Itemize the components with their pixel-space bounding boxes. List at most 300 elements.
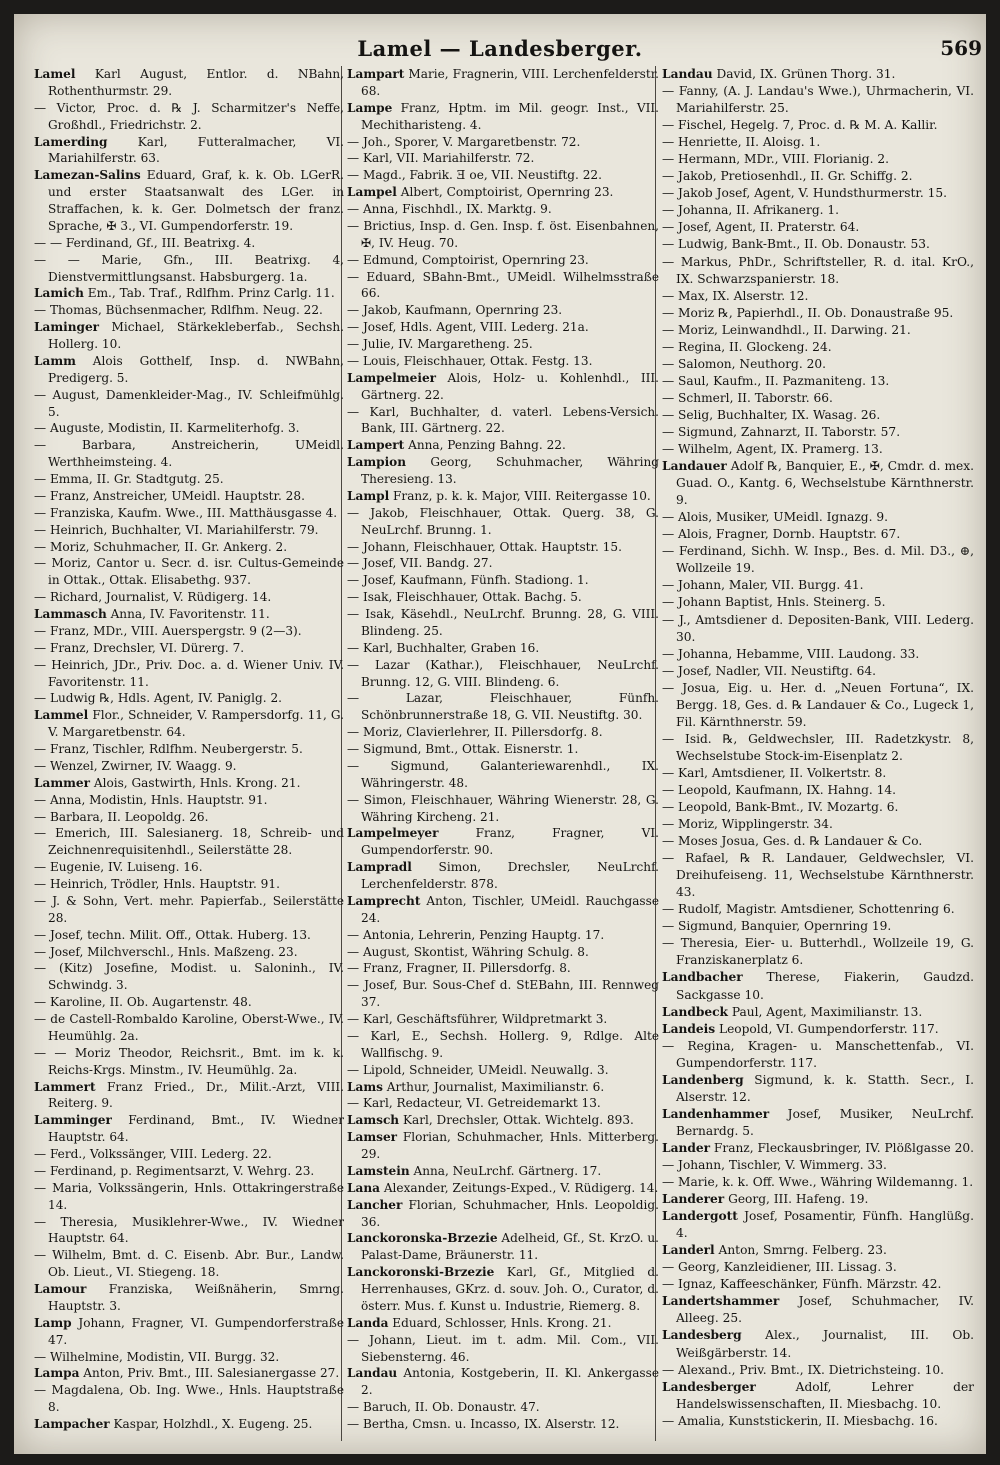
directory-entry bbox=[34, 1365, 344, 1382]
directory-entry bbox=[347, 302, 659, 319]
directory-entry bbox=[34, 353, 344, 387]
directory-entry bbox=[34, 1163, 344, 1180]
directory-entry bbox=[347, 572, 659, 589]
directory-entry bbox=[347, 353, 659, 370]
entry-details: — Moriz ℞, Papierhdl., II. Ob. Donaustraße 95. bbox=[662, 305, 954, 320]
directory-entry bbox=[347, 437, 659, 454]
directory-entry bbox=[34, 387, 344, 421]
directory-entry bbox=[34, 285, 344, 302]
entry-details: — Josef, Bur. Sous-Chef d. StEBahn, III. Rennweg 37. bbox=[347, 978, 659, 1010]
directory-entry bbox=[34, 488, 344, 505]
directory-entry bbox=[347, 488, 659, 505]
directory-entry bbox=[34, 522, 344, 539]
entry-details: — — Marie, Gfn., III. Beatrixg. 4, Dienstvermittlungsanst. Habsburgerg. 1a. bbox=[34, 252, 344, 284]
entry-details: — Lazar, Fleischhauer, Fünfh. Schönbrunnerstraße 18, G. VII. Neustiftg. 30. bbox=[347, 691, 659, 723]
directory-entry bbox=[347, 1332, 659, 1366]
entry-details: Antonia, Kostgeberin, II. Kl. Ankergasse 2. bbox=[361, 1366, 659, 1398]
entry-details: — de Castell-Rombaldo Karoline, Oberst-Wwe., IV. Heumühlg. 2a. bbox=[34, 1012, 344, 1043]
directory-entry bbox=[662, 305, 974, 322]
directory-entry bbox=[34, 235, 344, 252]
entry-details: — Karl, VII. Mariahilferstr. 72. bbox=[347, 151, 535, 166]
directory-entry bbox=[347, 606, 659, 640]
entry-surname: Lampelmeyer bbox=[347, 826, 439, 841]
directory-entry bbox=[347, 555, 659, 572]
directory-entry bbox=[662, 254, 974, 288]
directory-entry bbox=[34, 960, 344, 994]
entry-details: — Theresia, Musiklehrer-Wwe., IV. Wiedner Hauptstr. 64. bbox=[34, 1214, 344, 1246]
directory-entry bbox=[347, 505, 659, 539]
directory-entry bbox=[34, 252, 344, 286]
entry-details: — Wilhelm, Bmt. d. C. Eisenb. Abr. Bur., Landw. Ob. Lieut., VI. Stiegeng. 18. bbox=[34, 1248, 344, 1280]
entry-details: Sigmund, k. k. Statth. Secr., I. Alserstr. 12. bbox=[676, 1072, 974, 1104]
entry-details: Adelheid, Gf., St. KrzO. u. Palast-Dame, Bräunerstr. 11. bbox=[361, 1231, 659, 1263]
directory-entry bbox=[662, 543, 974, 577]
entry-details: — Johann, Fleischhauer, Ottak. Hauptstr. 15. bbox=[347, 539, 622, 554]
directory-entry bbox=[662, 288, 974, 305]
entry-details: — Karl, Redacteur, VI. Getreidemarkt 13. bbox=[347, 1096, 601, 1111]
entry-details: — Marie, k. k. Off. Wwe., Währing Wildemanng. 1. bbox=[662, 1175, 974, 1190]
directory-entry bbox=[347, 825, 659, 859]
directory-entry bbox=[347, 201, 659, 218]
entry-details: Eduard, Schlosser, Hnls. Krong. 21. bbox=[388, 1315, 612, 1330]
directory-entry bbox=[347, 319, 659, 336]
directory-entry bbox=[662, 1021, 974, 1038]
directory-entry bbox=[347, 1095, 659, 1112]
directory-entry bbox=[347, 336, 659, 353]
entry-details: Franziska, Weißnäherin, Smrng. Hauptstr. 3. bbox=[48, 1282, 344, 1313]
entry-details: — Magdalena, Ob. Ing. Wwe., Hnls. Hauptstraße 8. bbox=[34, 1383, 344, 1415]
directory-entry bbox=[347, 1163, 659, 1180]
entry-details: — Heinrich, JDr., Priv. Doc. a. d. Wiener Univ. IV. Favoritenstr. 11. bbox=[34, 657, 344, 689]
directory-entry bbox=[347, 134, 659, 151]
entry-details: — Magd., Fabrik. Ǝ oe, VII. Neustiftg. 22. bbox=[347, 168, 602, 183]
entry-details: — Amalia, Kunststickerin, II. Miesbachg. 16. bbox=[662, 1413, 938, 1428]
directory-entry bbox=[662, 901, 974, 918]
directory-entry bbox=[662, 816, 974, 833]
entry-details: — Jakob, Kaufmann, Opernring 23. bbox=[347, 303, 563, 318]
directory-entry bbox=[34, 100, 344, 134]
entry-details: — Franz, Anstreicher, UMeidl. Hauptstr. 28. bbox=[34, 488, 305, 503]
directory-entry bbox=[34, 1079, 344, 1113]
directory-entry bbox=[347, 252, 659, 269]
directory-entry bbox=[347, 1011, 659, 1028]
entry-details: — Moriz, Leinwandhdl., II. Darwing. 21. bbox=[662, 322, 911, 337]
directory-entry bbox=[347, 218, 659, 252]
entry-details: — Hermann, MDr., VIII. Florianig. 2. bbox=[662, 152, 889, 167]
entry-details: — Jakob, Fleischhauer, Ottak. Querg. 38, G. NeuLrchf. Brunng. 1. bbox=[347, 505, 659, 537]
entry-details: Leopold, VI. Gumpendorferstr. 117. bbox=[715, 1021, 939, 1036]
entry-details: Josef, Musiker, NeuLrchf. Bernardg. 5. bbox=[676, 1106, 974, 1138]
entry-details: — Sigmund, Zahnarzt, II. Taborstr. 57. bbox=[662, 424, 901, 439]
directory-entry bbox=[34, 1382, 344, 1416]
directory-entry bbox=[347, 859, 659, 893]
entry-details: — Franz, MDr., VIII. Auerspergstr. 9 (2—3). bbox=[34, 623, 302, 638]
directory-entry bbox=[34, 1112, 344, 1146]
directory-entry bbox=[34, 167, 344, 235]
directory-entry bbox=[347, 1365, 659, 1399]
directory-entry bbox=[34, 809, 344, 826]
entry-details: Alois Gotthelf, Insp. d. NWBahn, Predigerg. 5. bbox=[48, 353, 344, 385]
entry-details: Franz, p. k. k. Major, VIII. Reitergasse 10. bbox=[389, 488, 651, 503]
entry-surname: Landertshammer bbox=[662, 1294, 780, 1309]
directory-entry bbox=[662, 509, 974, 526]
directory-entry bbox=[34, 927, 344, 944]
entry-surname: Lampe bbox=[347, 100, 393, 115]
directory-entry bbox=[34, 758, 344, 775]
entry-details: — Ferdinand, p. Regimentsarzt, V. Wehrg. 23. bbox=[34, 1163, 315, 1178]
entry-details: — Sigmund, Galanteriewarenhdl., IX. Währingerstr. 48. bbox=[347, 758, 659, 790]
entry-details: — J. & Sohn, Vert. mehr. Papierfab., Seilerstätte 28. bbox=[34, 893, 344, 925]
entry-details: — Karl, Buchhalter, d. vaterl. Lebens-Versich. Bank, III. Gärtnerg. 22. bbox=[347, 404, 659, 436]
entry-details: Anton, Tischler, UMeidl. Rauchgasse 24. bbox=[361, 893, 659, 925]
directory-entry bbox=[662, 1362, 974, 1379]
directory-entry bbox=[34, 707, 344, 741]
directory-entry bbox=[662, 219, 974, 236]
entry-surname: Lamstein bbox=[347, 1163, 410, 1178]
directory-entry bbox=[347, 1197, 659, 1231]
directory-entry bbox=[34, 741, 344, 758]
entry-details: — — Moriz Theodor, Reichsrit., Bmt. im k. k. Reichs-Krgs. Minstm., IV. Heumühlg. 2a. bbox=[34, 1045, 344, 1077]
entry-details: Josef, Schuhmacher, IV. Alleeg. 25. bbox=[676, 1294, 974, 1326]
entry-details: Albert, Comptoirist, Opernring 23. bbox=[396, 185, 614, 200]
entry-details: — Jakob, Pretiosenhdl., II. Gr. Schiffg. 2. bbox=[662, 169, 913, 184]
entry-surname: Landenhammer bbox=[662, 1106, 770, 1121]
entry-details: Alexander, Zeitungs-Exped., V. Rüdigerg. 14. bbox=[379, 1180, 659, 1195]
entry-details: — Richard, Journalist, V. Rüdigerg. 14. bbox=[34, 590, 272, 605]
directory-entry bbox=[347, 977, 659, 1011]
directory-entry bbox=[662, 594, 974, 611]
entry-details: — Sigmund, Banquier, Opernring 19. bbox=[662, 919, 892, 934]
entry-details: — Franz, Drechsler, VI. Dürerg. 7. bbox=[34, 640, 245, 655]
entry-surname: Landbeck bbox=[662, 1004, 728, 1019]
entry-details: — Johann, Maler, VII. Burgg. 41. bbox=[662, 578, 864, 593]
column-1 bbox=[34, 66, 344, 1433]
directory-entry bbox=[34, 893, 344, 927]
entry-details: — Josef, VII. Bandg. 27. bbox=[347, 556, 493, 571]
entry-details: — Wilhelmine, Modistin, VII. Burgg. 32. bbox=[34, 1349, 280, 1364]
directory-entry bbox=[662, 66, 974, 83]
directory-entry bbox=[34, 1146, 344, 1163]
entry-surname: Lammer bbox=[34, 775, 90, 790]
directory-entry bbox=[662, 799, 974, 816]
directory-entry bbox=[34, 690, 344, 707]
entry-details: — — Ferdinand, Gf., III. Beatrixg. 4. bbox=[34, 235, 256, 250]
entry-details: — Wilhelm, Agent, IX. Pramerg. 13. bbox=[662, 442, 883, 457]
entry-details: — Franz, Fragner, II. Pillersdorfg. 8. bbox=[347, 961, 571, 976]
entry-details: — Anna, Modistin, Hnls. Hauptstr. 91. bbox=[34, 792, 268, 807]
directory-entry bbox=[34, 589, 344, 606]
directory-entry bbox=[347, 944, 659, 961]
entry-details: — Baruch, II. Ob. Donaustr. 47. bbox=[347, 1400, 540, 1415]
directory-entry bbox=[662, 185, 974, 202]
directory-entry bbox=[34, 319, 344, 353]
entry-details: — Schmerl, II. Taborstr. 66. bbox=[662, 390, 833, 405]
entry-surname: Laminger bbox=[34, 320, 100, 335]
entry-details: — Wenzel, Zwirner, IV. Waagg. 9. bbox=[34, 758, 237, 773]
directory-entry bbox=[662, 850, 974, 901]
directory-entry bbox=[662, 236, 974, 253]
entry-details: — Karl, E., Sechsh. Hollerg. 9, Rdlge. Alte Wallfischg. 9. bbox=[347, 1028, 659, 1060]
entry-details: Paul, Agent, Maximilianstr. 13. bbox=[728, 1004, 923, 1019]
directory-entry bbox=[662, 526, 974, 543]
entry-details: Adolf, Lehrer der Handelswissenschaften, II. Miesbachg. 10. bbox=[676, 1379, 974, 1411]
entry-details: — Alois, Musiker, UMeidl. Ignazg. 9. bbox=[662, 510, 888, 525]
directory-entry bbox=[347, 1416, 659, 1433]
entry-details: — Markus, PhDr., Schriftsteller, R. d. ital. KrO., IX. Schwarzspanierstr. 18. bbox=[662, 254, 974, 286]
entry-details: — Joh., Sporer, V. Margaretbenstr. 72. bbox=[347, 134, 581, 149]
entry-details: — Alexand., Priv. Bmt., IX. Dietrichsteing. 10. bbox=[662, 1362, 944, 1377]
directory-entry bbox=[662, 1072, 974, 1106]
entry-surname: Lanckoronski-Brzezie bbox=[347, 1265, 495, 1280]
entry-details: — Josua, Eig. u. Her. d. „Neuen Fortuna“, IX. Bergg. 18, Ges. d. ℞ Landauer & Co., Lugeck 1, Fil. Kärnthnerstr. 59. bbox=[662, 680, 974, 729]
entry-details: — Selig, Buchhalter, IX. Wasag. 26. bbox=[662, 407, 881, 422]
entry-surname: Lams bbox=[347, 1079, 383, 1094]
entry-details: — Franz, Tischler, Rdlfhm. Neubergerstr. 5. bbox=[34, 742, 303, 756]
directory-entry bbox=[662, 424, 974, 441]
entry-details: — August, Damenkleider-Mag., IV. Schleifmühlg. 5. bbox=[34, 387, 344, 419]
directory-entry bbox=[347, 690, 659, 724]
entry-details: — Ferdinand, Sichh. W. Insp., Bes. d. Mil. D3., ⊕, Wollzeile 19. bbox=[662, 544, 974, 576]
entry-surname: Landa bbox=[347, 1315, 389, 1330]
directory-entry bbox=[34, 792, 344, 809]
directory-entry bbox=[347, 269, 659, 303]
directory-entry bbox=[662, 765, 974, 782]
entry-details: David, IX. Grünen Thorg. 31. bbox=[712, 67, 896, 81]
directory-entry bbox=[662, 117, 974, 134]
directory-entry bbox=[34, 1281, 344, 1315]
directory-entry bbox=[662, 577, 974, 594]
directory-entry bbox=[347, 1062, 659, 1079]
entry-details: Therese, Fiakerin, Gaudzd. Sackgasse 10. bbox=[676, 970, 974, 1002]
directory-entry bbox=[662, 646, 974, 663]
entry-surname: Lammasch bbox=[34, 607, 107, 621]
entry-details: — Johann, Tischler, V. Wimmerg. 33. bbox=[662, 1158, 887, 1172]
entry-details: — August, Skontist, Währing Schulg. 8. bbox=[347, 944, 589, 959]
directory-page bbox=[14, 14, 986, 1454]
directory-entry bbox=[662, 390, 974, 407]
entry-details: — Maria, Volkssängerin, Hnls. Ottakringerstraße 14. bbox=[34, 1180, 344, 1212]
entry-surname: Lampacher bbox=[34, 1417, 110, 1431]
directory-entry bbox=[662, 680, 974, 731]
directory-entry bbox=[347, 589, 659, 606]
entry-surname: Lamm bbox=[34, 353, 76, 368]
directory-entry bbox=[34, 420, 344, 437]
entry-surname: Lancher bbox=[347, 1197, 403, 1212]
directory-entry bbox=[662, 935, 974, 969]
entry-details: — Karl, Buchhalter, Graben 16. bbox=[347, 640, 540, 655]
entry-details: — Josef, Agent, II. Praterstr. 64. bbox=[662, 220, 860, 235]
directory-entry bbox=[34, 775, 344, 792]
entry-details: — Sigmund, Bmt., Ottak. Eisnerstr. 1. bbox=[347, 742, 579, 756]
directory-entry bbox=[662, 1276, 974, 1293]
directory-entry bbox=[662, 373, 974, 390]
entry-surname: Lammert bbox=[34, 1079, 96, 1094]
entry-details: — Thomas, Büchsenmacher, Rdlfhm. Neug. 22. bbox=[34, 303, 323, 318]
entry-details: — Johanna, II. Afrikanerg. 1. bbox=[662, 203, 840, 218]
entry-details: Franz Fried., Dr., Milit.-Arzt, VIII. Reiterg. 9. bbox=[48, 1079, 344, 1111]
directory-entry bbox=[662, 731, 974, 765]
entry-details: — Josef, Nadler, VII. Neustiftg. 64. bbox=[662, 663, 876, 678]
entry-details: Flor., Schneider, V. Rampersdorfg. 11, G. V. Margaretbenstr. 64. bbox=[48, 708, 344, 740]
entry-surname: Lana bbox=[347, 1180, 380, 1195]
directory-entry bbox=[34, 471, 344, 488]
directory-entry bbox=[34, 657, 344, 691]
directory-entry bbox=[347, 893, 659, 927]
entry-details: Alois, Gastwirth, Hnls. Krong. 21. bbox=[90, 775, 301, 790]
entry-surname: Landauer bbox=[662, 459, 727, 474]
directory-entry bbox=[34, 1416, 344, 1433]
directory-entry bbox=[347, 1028, 659, 1062]
directory-entry bbox=[347, 1180, 659, 1197]
directory-entry bbox=[347, 1079, 659, 1096]
entry-surname: Lamerding bbox=[34, 134, 108, 149]
entry-details: Anna, Penzing Bahng. 22. bbox=[404, 438, 566, 453]
entry-surname: Landesberger bbox=[662, 1379, 756, 1394]
entry-surname: Landergott bbox=[662, 1209, 738, 1224]
directory-entry bbox=[662, 1293, 974, 1327]
entry-surname: Landesberg bbox=[662, 1328, 742, 1343]
directory-entry bbox=[34, 555, 344, 589]
entry-details: Adolf ℞, Banquier, E., ✠, Cmdr. d. mex. Guad. O., Kantg. 6, Wechselstube Kärnthnerstr. 9. bbox=[676, 459, 974, 508]
entry-details: — Salomon, Neuthorg. 20. bbox=[662, 356, 826, 371]
entry-details: — Ludwig, Bank-Bmt., II. Ob. Donaustr. 53. bbox=[662, 237, 930, 252]
entry-surname: Lander bbox=[662, 1140, 711, 1155]
directory-entry bbox=[34, 1011, 344, 1045]
entry-details: — Johann Baptist, Hnls. Steinerg. 5. bbox=[662, 595, 886, 610]
directory-entry bbox=[347, 454, 659, 488]
entry-details: Anton, Priv. Bmt., III. Salesianergasse 27. bbox=[79, 1366, 340, 1381]
entry-surname: Lamprecht bbox=[347, 893, 421, 908]
directory-entry bbox=[347, 741, 659, 758]
entry-details: — Josef, Hdls. Agent, VIII. Lederg. 21a. bbox=[347, 320, 589, 335]
entry-details: Josef, Posamentir, Fünfh. Hanglüßg. 4. bbox=[676, 1209, 974, 1241]
entry-details: — Isak, Käsehdl., NeuLrchf. Brunng. 28, G. VIII. Blindeng. 25. bbox=[347, 607, 659, 638]
entry-details: Simon, Drechsler, NeuLrchf. Lerchenfelderstr. 878. bbox=[361, 860, 659, 891]
entry-surname: Landbacher bbox=[662, 970, 743, 985]
directory-entry bbox=[34, 859, 344, 876]
entry-details: Michael, Stärkekleberfab., Sechsh. Hollerg. 10. bbox=[48, 320, 344, 351]
directory-entry bbox=[34, 134, 344, 168]
directory-entry bbox=[347, 66, 659, 100]
entry-details: — Brictius, Insp. d. Gen. Insp. f. öst. Eisenbahnen, ✠, IV. Heug. 70. bbox=[347, 218, 659, 250]
entry-details: — Karl, Geschäftsführer, Wildpretmarkt 3. bbox=[347, 1012, 608, 1026]
entry-details: — J., Amtsdiener d. Depositen-Bank, VIII. Lederg. 30. bbox=[662, 612, 974, 644]
directory-entry bbox=[662, 407, 974, 424]
directory-entry bbox=[347, 927, 659, 944]
entry-details: Franz, Fleckausbringer, IV. Plößlgasse 20. bbox=[710, 1140, 974, 1155]
directory-entry bbox=[662, 83, 974, 117]
entry-details: — Moses Josua, Ges. d. ℞ Landauer & Co. bbox=[662, 834, 923, 849]
directory-entry bbox=[347, 1129, 659, 1163]
directory-entry bbox=[34, 1315, 344, 1349]
entry-details: Alois, Holz- u. Kohlenhdl., III. Gärtnerg. 22. bbox=[361, 370, 659, 402]
directory-entry bbox=[34, 1349, 344, 1366]
entry-details: — Regina, Kragen- u. Manschettenfab., VI. Gumpendorferstr. 117. bbox=[662, 1038, 974, 1070]
directory-entry bbox=[34, 1180, 344, 1214]
entry-details: — Louis, Fleischhauer, Ottak. Festg. 13. bbox=[347, 353, 593, 368]
entry-details: — Josef, Milchverschl., Hnls. Maßzeng. 23. bbox=[34, 944, 298, 959]
entry-details: — Alois, Fragner, Dornb. Hauptstr. 67. bbox=[662, 527, 901, 542]
entry-details: — Saul, Kaufm., II. Pazmaniteng. 13. bbox=[662, 373, 890, 388]
directory-entry bbox=[34, 1214, 344, 1248]
entry-details: — Rudolf, Magistr. Amtsdiener, Schottenring 6. bbox=[662, 902, 955, 917]
entry-details: — Auguste, Modistin, II. Karmeliterhofg. 3. bbox=[34, 421, 300, 436]
directory-entry bbox=[662, 134, 974, 151]
directory-entry bbox=[347, 657, 659, 691]
entry-details: Karl, Drechsler, Ottak. Wichtelg. 893. bbox=[399, 1113, 634, 1128]
directory-entry bbox=[662, 663, 974, 680]
directory-entry bbox=[662, 1379, 974, 1413]
entry-details: — Fischel, Hegelg. 7, Proc. d. ℞ M. A. Kallir. bbox=[662, 118, 938, 133]
entry-details: Ferdinand, Bmt., IV. Wiedner Hauptstr. 64. bbox=[48, 1113, 344, 1145]
entry-details: — Heinrich, Trödler, Hnls. Hauptstr. 91. bbox=[34, 877, 280, 891]
directory-entry bbox=[347, 640, 659, 657]
entry-details: — Leopold, Bank-Bmt., IV. Mozartg. 6. bbox=[662, 800, 899, 815]
entry-surname: Lamour bbox=[34, 1282, 87, 1296]
directory-entry bbox=[662, 356, 974, 373]
entry-details: Arthur, Journalist, Maximilianstr. 6. bbox=[382, 1079, 605, 1094]
entry-details: — Emerich, III. Salesianerg. 18, Schreib- und Zeichnenrequisitenhdl., Seilerstätte 28. bbox=[34, 826, 344, 858]
entry-details: — Josef, Kaufmann, Fünfh. Stadiong. 1. bbox=[347, 573, 589, 588]
entry-surname: Lampradl bbox=[347, 860, 412, 875]
directory-entry bbox=[662, 612, 974, 646]
entry-surname: Landau bbox=[662, 67, 713, 81]
entry-details: Florian, Schuhmacher, Hnls. Mitterberg. 29. bbox=[361, 1130, 659, 1161]
directory-entry bbox=[347, 404, 659, 438]
directory-entry bbox=[662, 202, 974, 219]
entry-details: — Barbara, Anstreicherin, UMeidl. Werthheimsteing. 4. bbox=[34, 438, 344, 470]
entry-surname: Lamser bbox=[347, 1130, 398, 1145]
entry-details: — Ludwig ℞, Hdls. Agent, IV. Paniglg. 2. bbox=[34, 691, 282, 706]
directory-entry bbox=[34, 944, 344, 961]
entry-details: — Barbara, II. Leopoldg. 26. bbox=[34, 809, 209, 824]
entry-details: — Ferd., Volkssänger, VIII. Lederg. 22. bbox=[34, 1147, 272, 1161]
directory-entry bbox=[34, 302, 344, 319]
directory-entry bbox=[34, 640, 344, 657]
entry-details: Johann, Fragner, VI. Gumpendorferstraße 47. bbox=[48, 1315, 344, 1347]
entry-details: — Max, IX. Alserstr. 12. bbox=[662, 288, 809, 303]
entry-details: Alex., Journalist, III. Ob. Weißgärberstr. 14. bbox=[676, 1328, 974, 1360]
running-title: Lamel — Landesberger. bbox=[357, 36, 643, 61]
directory-entry bbox=[347, 724, 659, 741]
directory-entry bbox=[662, 1413, 974, 1430]
entry-details: Anna, NeuLrchf. Gärtnerg. 17. bbox=[409, 1163, 602, 1178]
directory-entry bbox=[347, 1264, 659, 1315]
directory-entry bbox=[662, 1140, 974, 1157]
entry-details: Eduard, Graf, k. k. Ob. LGerR. und erster Staatsanwalt des LGer. in Straffachen, k. k. Ger. Dolmetsch der franz. Sprache, ✠ 3., VI. Gumpendorferstr. 19. bbox=[48, 168, 344, 233]
entry-details: — Edmund, Comptoirist, Opernring 23. bbox=[347, 252, 589, 267]
entry-surname: Lamsch bbox=[347, 1113, 400, 1128]
entry-surname: Landeis bbox=[662, 1021, 716, 1036]
page-header bbox=[14, 36, 986, 70]
entry-details: Karl August, Entlor. d. NBahn, Rothenthurmstr. 29. bbox=[48, 67, 344, 98]
directory-entry bbox=[662, 1327, 974, 1361]
entry-surname: Lampelmeier bbox=[347, 370, 437, 385]
entry-surname: Lampart bbox=[347, 67, 405, 81]
entry-details: Kaspar, Holzhdl., X. Eugeng. 25. bbox=[109, 1417, 313, 1431]
directory-entry bbox=[662, 151, 974, 168]
entry-details: Florian, Schuhmacher, Hnls. Leopoldig. 36. bbox=[361, 1197, 659, 1229]
entry-details: Marie, Fragnerin, VIII. Lerchenfelderstr. 68. bbox=[361, 67, 659, 98]
entry-details: — Moriz, Wipplingerstr. 34. bbox=[662, 817, 833, 832]
entry-details: — Julie, IV. Margaretheng. 25. bbox=[347, 337, 533, 351]
directory-entry bbox=[662, 1191, 974, 1208]
entry-details: Georg, Schuhmacher, Währing Theresieng. 13. bbox=[361, 455, 659, 486]
entry-details: Anton, Smrng. Felberg. 23. bbox=[714, 1243, 887, 1258]
entry-details: — Antonia, Lehrerin, Penzing Hauptg. 17. bbox=[347, 927, 605, 942]
entry-details: — Lazar (Kathar.), Fleischhauer, NeuLrchf. Brunng. 12, G. VIII. Blindeng. 6. bbox=[347, 657, 659, 689]
entry-surname: Landerer bbox=[662, 1192, 725, 1207]
